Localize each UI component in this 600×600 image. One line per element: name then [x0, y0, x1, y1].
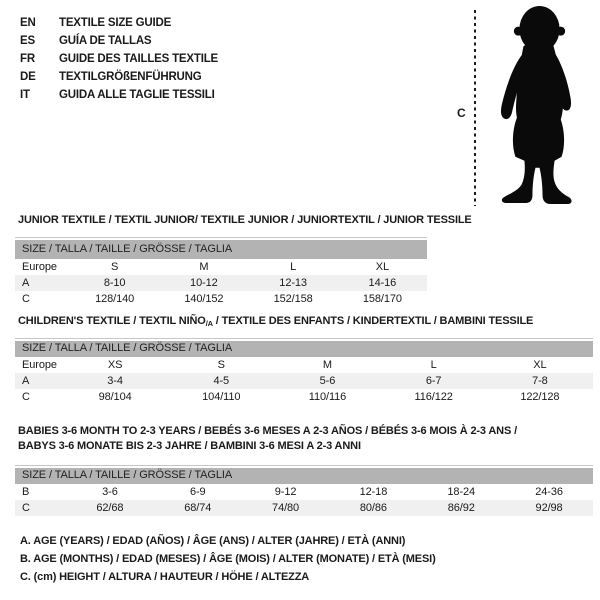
value-cell: 152/158	[273, 292, 313, 305]
language-code: EN	[20, 17, 36, 29]
section-childrens-textile	[15, 315, 593, 405]
size-table-wrap	[15, 338, 593, 405]
size-header-row	[15, 240, 427, 259]
value-cell: 92/98	[505, 500, 593, 516]
value-cell: 8-10	[70, 275, 159, 291]
row-label: Europe	[22, 358, 57, 371]
value-cell: 158/170	[362, 292, 402, 305]
toddler-silhouette-icon	[491, 4, 586, 207]
value-cell: 80/86	[329, 500, 417, 516]
value-cell: 140/152	[184, 292, 224, 305]
language-row	[20, 32, 218, 50]
row-label: A	[15, 275, 70, 291]
language-row	[20, 68, 218, 86]
section-title-line	[18, 315, 593, 328]
section-babies-textile	[15, 424, 593, 516]
size-table-wrap	[15, 465, 593, 516]
section-title	[18, 424, 593, 454]
value-cell: 104/110	[202, 390, 241, 403]
title-text: BABIES 3-6 MONTH TO 2-3 YEARS / BEBÉS 3-6 MESES A 2-3 AÑOS / BÉBÉS 3-6 MOIS À 2-3 ANS /	[18, 425, 517, 437]
row-label: Europe	[22, 260, 57, 273]
value-cell: 24-36	[535, 485, 563, 498]
height-measure-label: C	[457, 106, 466, 120]
legend-line: A. AGE (YEARS) / EDAD (AÑOS) / ÂGE (ANS) / ALTER (JAHRE) / ETÀ (ANNI)	[20, 535, 406, 547]
value-cell: 12-18	[359, 485, 388, 498]
table-row	[15, 500, 593, 516]
value-cell: 3-4	[62, 373, 168, 389]
legend-line: C. (cm) HEIGHT / ALTURA / HAUTEUR / HÖHE / ALTEZZA	[20, 571, 310, 583]
language-label: GUIDA ALLE TAGLIE TESSILI	[59, 89, 215, 101]
height-dashed-line-icon	[473, 9, 477, 207]
section-title-line	[18, 424, 593, 439]
row-label: A	[15, 373, 62, 389]
size-header-cell: SIZE / TALLA / TAILLE / GRÖSSE / TAGLIA	[15, 240, 427, 259]
language-code: DE	[20, 71, 36, 83]
section-title-line	[18, 214, 472, 227]
language-code: FR	[20, 53, 35, 65]
row-label: C	[22, 292, 30, 305]
size-table	[15, 468, 593, 516]
legend	[20, 532, 436, 586]
section-title	[18, 315, 593, 328]
size-header-row	[15, 468, 593, 484]
size-table	[15, 240, 427, 307]
title-text: JUNIOR TEXTILE / TEXTIL JUNIOR/ TEXTILE JUNIOR / JUNIORTEXTIL / JUNIOR TESSILE	[18, 214, 472, 226]
size-table-wrap	[15, 237, 427, 307]
value-cell: S	[217, 358, 225, 371]
value-cell: 62/68	[66, 500, 154, 516]
value-cell: 7-8	[487, 373, 593, 389]
section-title	[18, 214, 472, 227]
value-cell: 128/140	[95, 292, 135, 305]
value-cell: 86/92	[417, 500, 505, 516]
value-cell: 9-12	[274, 485, 297, 498]
value-cell: S	[111, 260, 119, 273]
value-cell: 5-6	[274, 373, 380, 389]
value-cell: 68/74	[154, 500, 242, 516]
value-cell: L	[290, 260, 297, 273]
table-row	[15, 484, 593, 500]
language-list	[20, 14, 218, 104]
row-label: B	[22, 485, 30, 498]
value-cell: 18-24	[447, 485, 476, 498]
section-title-line	[18, 439, 593, 454]
value-cell: 12-13	[249, 275, 338, 291]
language-row	[20, 14, 218, 32]
language-label: TEXTILGRÖßENFÜHRUNG	[59, 71, 202, 83]
value-cell: 116/122	[414, 390, 453, 403]
value-cell: L	[430, 358, 437, 371]
language-code: IT	[20, 89, 30, 101]
value-cell: XL	[375, 260, 389, 273]
language-row	[20, 86, 218, 104]
value-cell: 74/80	[242, 500, 330, 516]
language-row	[20, 50, 218, 68]
value-cell: 3-6	[102, 485, 118, 498]
value-cell: XL	[533, 358, 547, 371]
value-cell: 98/104	[98, 390, 132, 403]
table-row	[15, 259, 427, 275]
value-cell: M	[322, 358, 332, 371]
table-row	[15, 389, 593, 405]
row-label: C	[15, 500, 66, 516]
value-cell: 4-5	[168, 373, 274, 389]
language-label: GUIDE DES TAILLES TEXTILE	[59, 53, 218, 65]
value-cell: 6-7	[381, 373, 487, 389]
title-text: CHILDREN'S TEXTILE / TEXTIL NIÑO	[18, 315, 206, 327]
size-header-cell: SIZE / TALLA / TAILLE / GRÖSSE / TAGLIA	[15, 341, 593, 357]
subscript-text: /A	[205, 319, 213, 328]
section-junior-textile	[15, 214, 472, 307]
size-header-cell: SIZE / TALLA / TAILLE / GRÖSSE / TAGLIA	[15, 468, 593, 484]
row-label: C	[22, 390, 30, 403]
table-row	[15, 373, 593, 389]
table-row	[15, 275, 427, 291]
value-cell: 10-12	[159, 275, 248, 291]
language-code: ES	[20, 35, 35, 47]
value-cell: 6-9	[189, 485, 206, 498]
value-cell: 110/116	[308, 390, 347, 403]
language-label: TEXTILE SIZE GUIDE	[59, 17, 172, 29]
language-label: GUÍA DE TALLAS	[59, 35, 152, 47]
title-text: BABYS 3-6 MONATE BIS 2-3 JAHRE / BAMBINI 3-6 MESI A 2-3 ANNI	[18, 440, 361, 452]
value-cell: M	[199, 260, 209, 273]
value-cell: 122/128	[520, 390, 560, 403]
title-text: / TEXTILE DES ENFANTS / KINDERTEXTIL / BAMBINI TESSILE	[212, 315, 534, 327]
size-header-row	[15, 341, 593, 357]
legend-line: B. AGE (MONTHS) / EDAD (MESES) / ÂGE (MOIS) / ALTER (MONATE) / ETÀ (MESI)	[20, 553, 436, 565]
table-row	[15, 291, 427, 307]
value-cell: 14-16	[338, 275, 427, 291]
table-row	[15, 357, 593, 373]
size-table	[15, 341, 593, 405]
value-cell: XS	[107, 358, 123, 371]
